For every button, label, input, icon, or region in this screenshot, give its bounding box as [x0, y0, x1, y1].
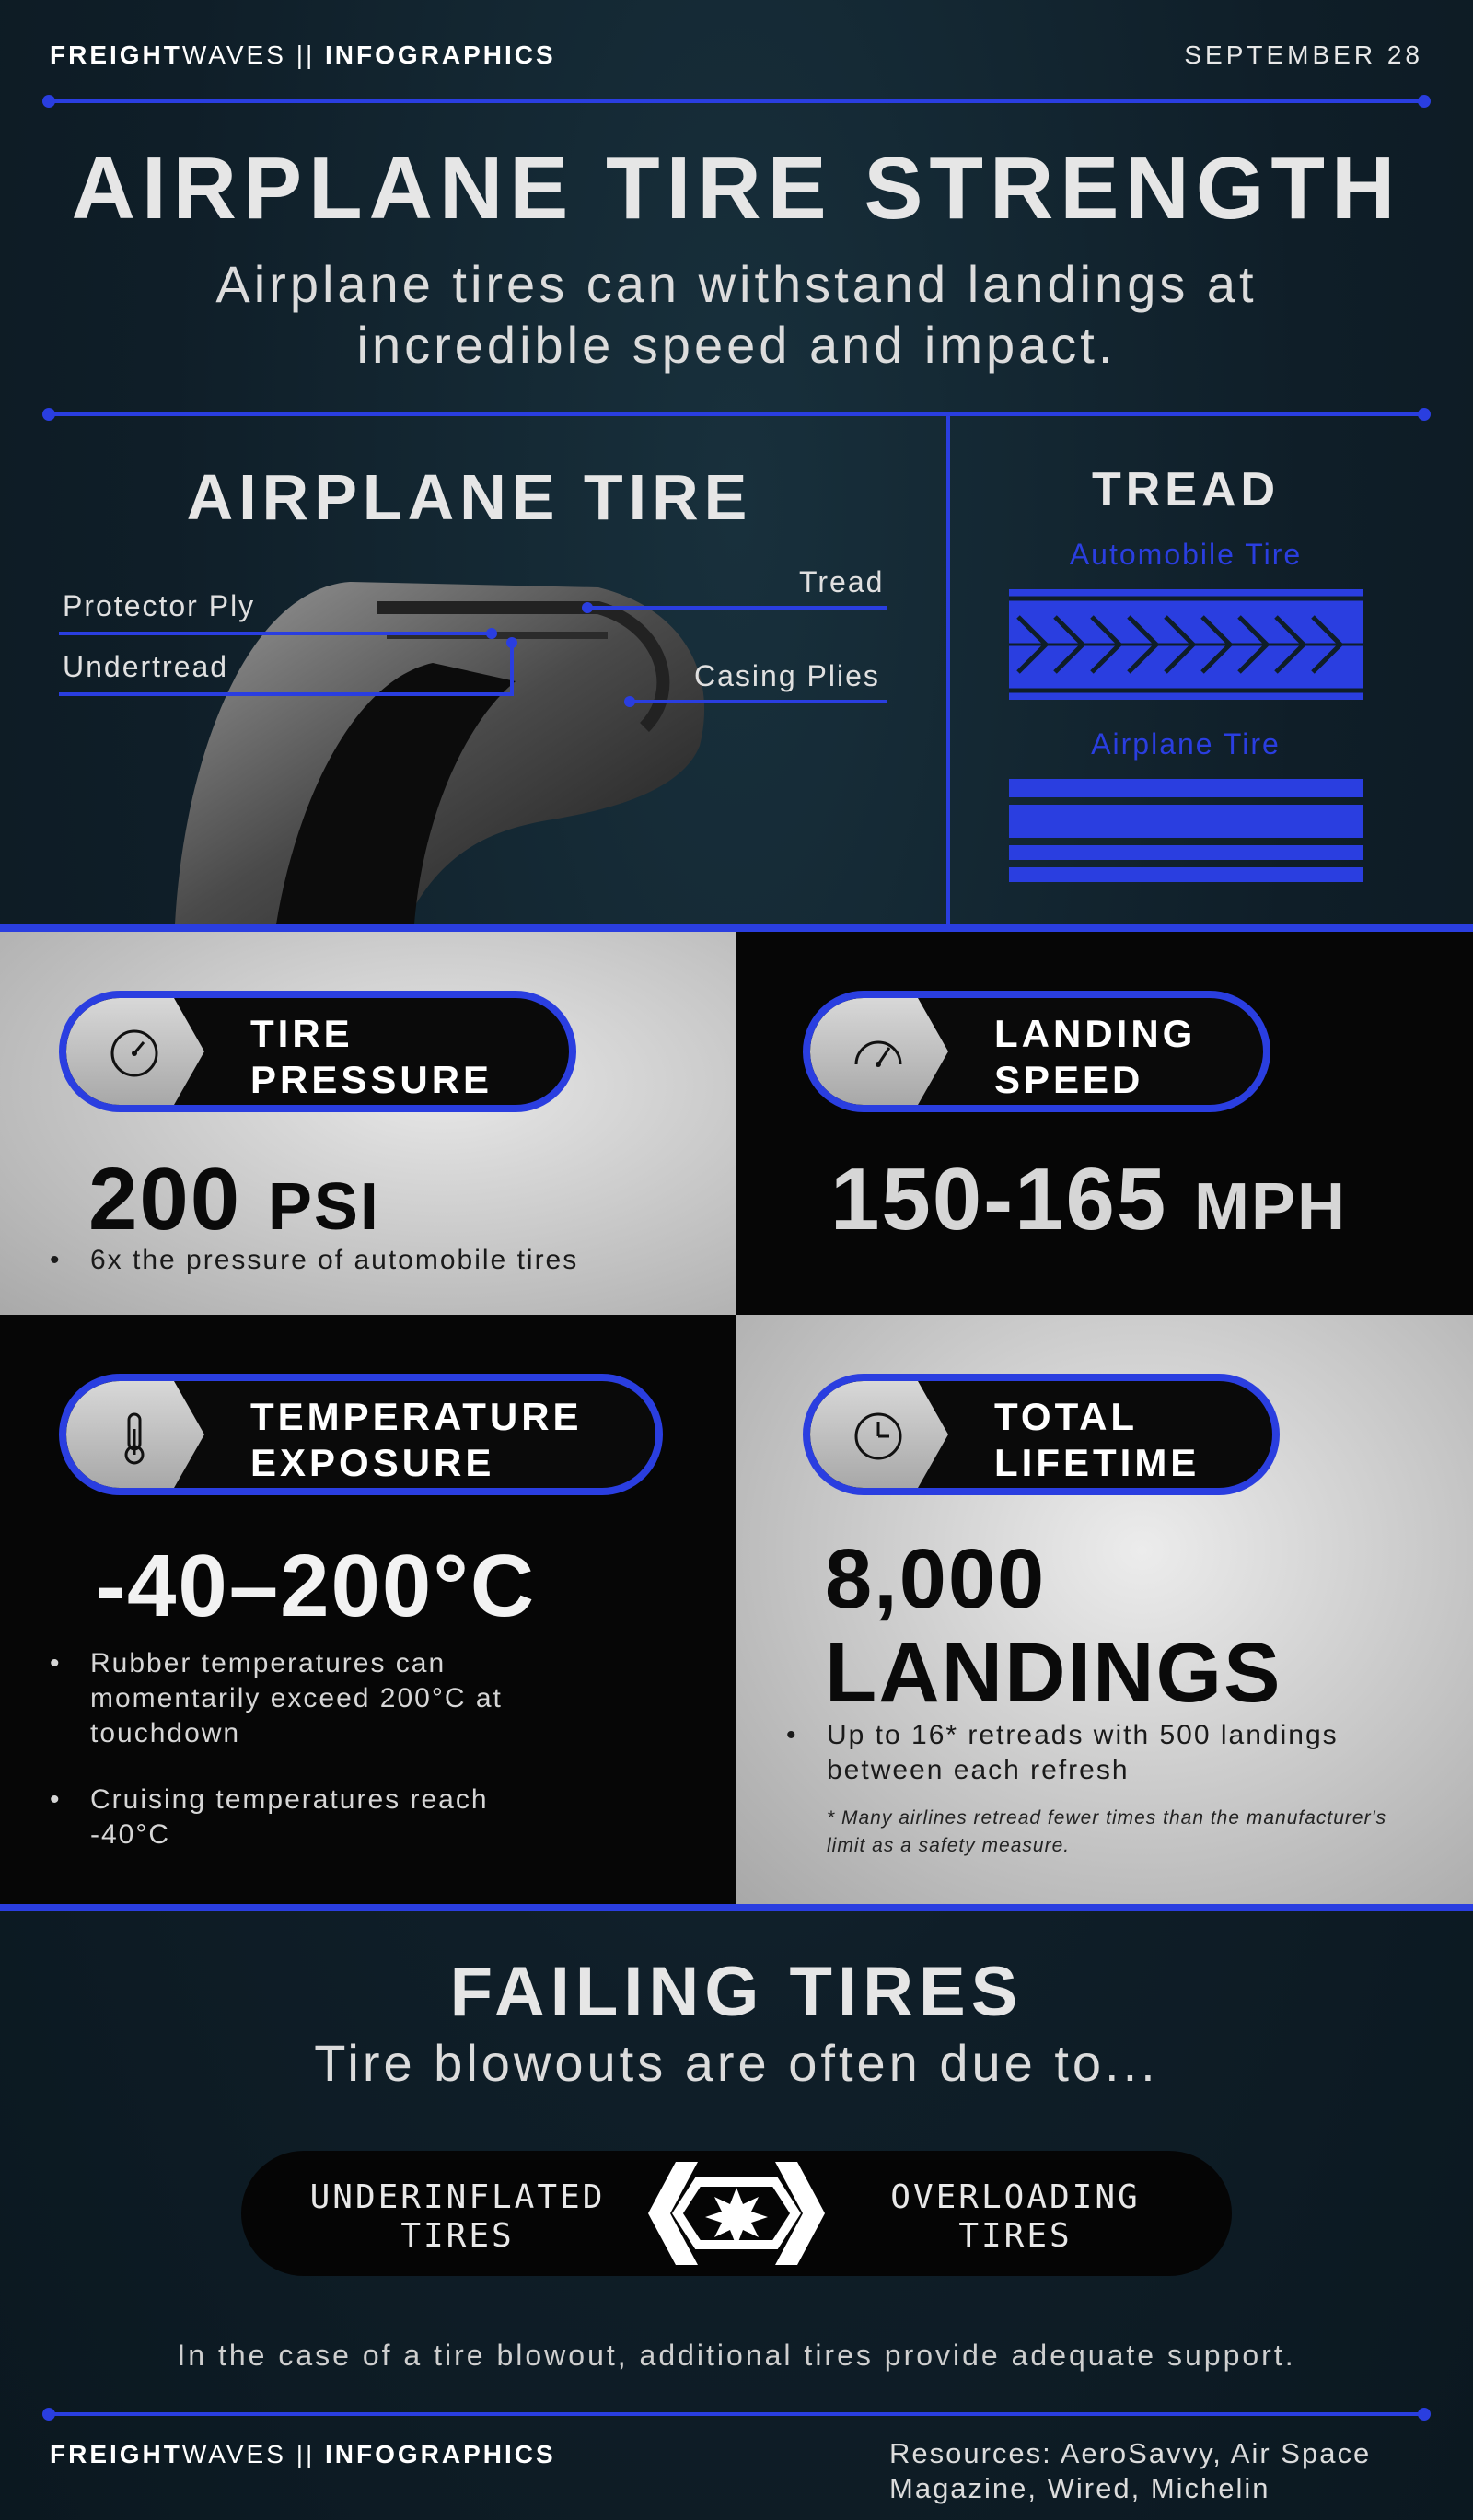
callout-line — [510, 641, 514, 696]
lifetime-footnote: * Many airlines retread fewer times than the manufacturer's limit as a safety measure. — [827, 1807, 1387, 1856]
landing-speed-value: 150-165 MPH — [830, 1150, 1347, 1248]
blowout-note: In the case of a tire blowout, additional tires provide adequate support. — [177, 2339, 1296, 2372]
tire-pressure-value: 200 PSI — [88, 1150, 380, 1248]
panel-landing-speed — [736, 932, 1473, 1315]
thermometer-icon — [107, 1401, 162, 1475]
tire-illustration — [166, 571, 736, 924]
automobile-tread-pattern — [1009, 589, 1363, 700]
callout-dot — [624, 696, 635, 707]
lifetime-note: • Up to 16* retreads with 500 landings between each refresh — [827, 1718, 1434, 1788]
panel-total-lifetime — [736, 1315, 1473, 1904]
brand-header: FREIGHTWAVES || INFOGRAPHICS — [50, 41, 556, 69]
airplane-tread-pattern — [1009, 779, 1363, 886]
label-casing-plies: Casing Plies — [694, 659, 880, 692]
callout-line — [59, 632, 492, 635]
failing-subtitle: Tire blowouts are often due to... — [314, 2034, 1159, 2092]
failing-title: FAILING TIRES — [449, 1953, 1024, 2031]
tread-heading: TREAD — [1091, 463, 1281, 517]
gauge-icon — [107, 1026, 162, 1081]
divider — [0, 924, 1473, 932]
callout-line — [586, 606, 887, 610]
label-protector-ply: Protector Ply — [63, 589, 256, 622]
page-title: AIRPLANE TIRE STRENGTH — [71, 139, 1402, 238]
divider — [48, 412, 1425, 416]
temperature-badge: TEMPERATURE EXPOSURE — [59, 1374, 663, 1495]
resources: Resources: AeroSavvy, Air Space Magazine, Wired, Michelin — [889, 2437, 1372, 2504]
callout-dot — [582, 602, 593, 613]
label-undertread: Undertread — [63, 650, 229, 683]
callout-dot — [506, 637, 517, 648]
callout-line — [59, 692, 514, 696]
tire-heading: AIRPLANE TIRE — [186, 461, 753, 533]
causes-bar — [241, 2151, 1232, 2276]
panel-temperature — [0, 1315, 736, 1904]
label-tread: Tread — [799, 565, 885, 598]
landing-speed-badge: LANDING SPEED — [803, 991, 1270, 1112]
automobile-tire-label: Automobile Tire — [1069, 538, 1303, 571]
date: SEPTEMBER 28 — [1184, 41, 1423, 69]
page-subtitle: Airplane tires can withstand landings at incredible speed and impact. — [215, 255, 1258, 374]
divider — [0, 1904, 1473, 1911]
callout-dot — [486, 628, 497, 639]
total-lifetime-badge: TOTAL LIFETIME — [803, 1374, 1280, 1495]
clock-icon — [851, 1409, 906, 1464]
total-lifetime-value: 8,000 LANDINGS — [825, 1532, 1282, 1720]
divider — [48, 99, 1425, 103]
brand-footer: FREIGHTWAVES || INFOGRAPHICS — [50, 2440, 556, 2468]
cause-underinflated: UNDERINFLATED TIRES — [309, 2178, 606, 2255]
cause-overloading: OVERLOADING TIRES — [890, 2178, 1141, 2255]
airplane-tire-label: Airplane Tire — [1091, 727, 1281, 761]
temperature-value: -40–200°C — [96, 1537, 537, 1635]
tire-pressure-badge: TIRE PRESSURE — [59, 991, 576, 1112]
divider — [48, 2412, 1425, 2416]
temperature-note-cruising: • Cruising temperatures reach -40°C — [90, 1783, 532, 1852]
speedometer-icon — [851, 1026, 906, 1081]
callout-line — [628, 700, 887, 703]
temperature-note-touchdown: • Rubber temperatures can momentarily exceed 200°C at touchdown — [90, 1646, 569, 1751]
panel-tire-pressure — [0, 932, 736, 1315]
tire-pressure-note: • 6x the pressure of automobile tires — [90, 1243, 578, 1278]
